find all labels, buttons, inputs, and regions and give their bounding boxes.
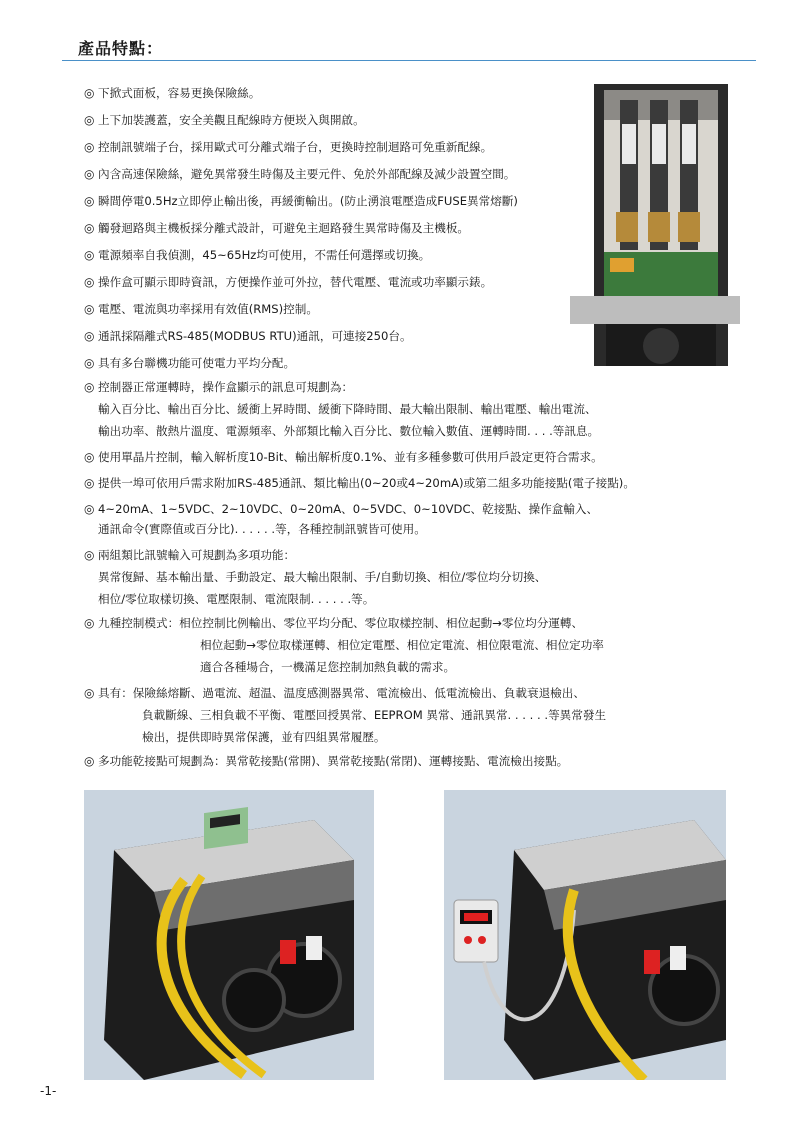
protect-text: 保險絲熔斷、過電流、超温、温度感測器異常、電流檢出、低電流檢出、負載衰退檢出、 <box>132 686 585 700</box>
analog-block-line: 相位/零位取樣切換、電壓限制、電流限制. . . . . .等。 <box>98 592 375 606</box>
bullet-mark: ◎ <box>84 686 95 700</box>
status-block-head <box>84 374 353 401</box>
protect-block-line: 檢出，提供即時異常保護，並有四組異常履歷。 <box>142 730 386 744</box>
feature-item <box>84 215 564 242</box>
bullet-mark: ◎ <box>84 140 95 154</box>
page-title: 產品特點： <box>78 39 164 58</box>
protect-block-head <box>84 680 585 707</box>
feature-text: 4~20mA、1~5VDC、2~10VDC、0~20mA、0~5VDC、0~10VDC、乾接點、操作盒輸入、 <box>98 502 599 516</box>
feature-text: 操作盒可顯示即時資訊，方便操作並可外拉，替代電壓、電流或功率顯示錶。 <box>98 275 493 289</box>
feature-item <box>84 134 564 161</box>
bullet-mark: ◎ <box>84 167 95 181</box>
feature-text: 下掀式面板，容易更換保險絲。 <box>98 86 261 100</box>
protect-label: 具有： <box>98 686 133 700</box>
bullet-mark: ◎ <box>84 221 95 235</box>
bullet-mark: ◎ <box>84 275 95 289</box>
bullet-mark: ◎ <box>84 380 95 394</box>
feature-item <box>84 161 564 188</box>
feature-item <box>84 188 564 215</box>
bullet-mark: ◎ <box>84 616 95 630</box>
feature-text: 內含高速保險絲，避免異常發生時傷及主要元件、免於外部配線及減少設置空間。 <box>98 167 516 181</box>
bullet-mark: ◎ <box>84 476 95 490</box>
bullet-mark: ◎ <box>84 194 95 208</box>
feature-text: 電源頻率自我偵測，45~65Hz均可使用，不需任何選擇或切換。 <box>98 248 431 262</box>
product-photo-left <box>84 790 374 1080</box>
bullet-mark: ◎ <box>84 450 95 464</box>
bullet-mark: ◎ <box>84 329 95 343</box>
bullet-mark: ◎ <box>84 86 95 100</box>
title-divider <box>62 60 756 61</box>
feature-text: 多功能乾接點可規劃為：異常乾接點(常開)、異常乾接點(常閉)、運轉接點、電流檢出接點。 <box>98 754 569 768</box>
page-number: -1- <box>40 1084 57 1098</box>
signal-block-line: 通訊命令(實際值或百分比). . . . . .等，各種控制訊號皆可使用。 <box>98 522 426 536</box>
feature-item <box>84 242 564 269</box>
product-photo-right <box>444 790 726 1080</box>
status-block-line: 輸出功率、散熱片溫度、電源頻率、外部類比輸入百分比、數位輸入數值、運轉時間. . . .等訊息。 <box>98 424 600 438</box>
analog-block-line: 異常復歸、基本輸出量、手動設定、最大輸出限制、手/自動切換、相位/零位均分切換、 <box>98 570 547 584</box>
feature-text: 兩組類比訊號輸入可規劃為多項功能： <box>98 548 296 562</box>
feature-item <box>84 470 635 497</box>
status-block-line: 輸入百分比、輸出百分比、緩衝上昇時間、緩衝下降時間、最大輸出限制、輸出電壓、輸出電流、 <box>98 402 597 416</box>
bullet-mark: ◎ <box>84 248 95 262</box>
modes-block-head <box>84 610 583 637</box>
feature-text: 提供一埠可依用戶需求附加RS-485通訊、類比輸出(0~20或4~20mA)或第二組多功能接點(電子接點)。 <box>98 476 635 490</box>
feature-item <box>84 269 564 296</box>
analog-block-head <box>84 542 295 569</box>
feature-text: 控制訊號端子台，採用歐式可分離式端子台，更換時控制迴路可免重新配線。 <box>98 140 493 154</box>
feature-text: 使用單晶片控制，輸入解析度10-Bit、輸出解析度0.1%、並有多種參數可供用戶設定更符合需求。 <box>98 450 603 464</box>
modes-label: 九種控制模式： <box>98 616 180 630</box>
feature-item <box>84 80 564 107</box>
protect-block-line: 負載斷線、三相負載不平衡、電壓回授異常、EEPROM 異常、通訊異常. . . . . .等異常發生 <box>142 708 607 722</box>
feature-item <box>84 323 564 350</box>
feature-text: 控制器正常運轉時，操作盒顯示的訊息可規劃為： <box>98 380 354 394</box>
bullet-mark: ◎ <box>84 548 95 562</box>
feature-item <box>84 107 564 134</box>
feature-item <box>84 350 564 377</box>
modes-block-line: 相位起動→零位取樣運轉、相位定電壓、相位定電流、相位限電流、相位定功率 <box>200 638 604 652</box>
feature-text: 通訊採隔離式RS-485(MODBUS RTU)通訊，可連接250台。 <box>98 329 412 343</box>
bullet-mark: ◎ <box>84 356 95 370</box>
feature-text: 觸發迴路與主機板採分離式設計，可避免主迴路發生異常時傷及主機板。 <box>98 221 470 235</box>
feature-text: 上下加裝護蓋，安全美觀且配線時方便崁入與開啟。 <box>98 113 365 127</box>
feature-text: 具有多台聯機功能可使電力平均分配。 <box>98 356 296 370</box>
feature-item <box>84 296 564 323</box>
modes-text: 相位控制比例輸出、零位平均分配、零位取樣控制、相位起動→零位均分運轉、 <box>179 616 584 630</box>
feature-text: 瞬間停電0.5Hz立即停止輸出後，再緩衝輸出。(防止湧浪電壓造成FUSE異常熔斷) <box>98 194 518 208</box>
feature-text: 電壓、電流與功率採用有效值(RMS)控制。 <box>98 302 318 316</box>
feature-item <box>84 444 603 471</box>
bullet-mark: ◎ <box>84 754 95 768</box>
modes-block-line: 適合各種場合，一機滿足您控制加熱負載的需求。 <box>200 660 456 674</box>
bullet-mark: ◎ <box>84 113 95 127</box>
feature-item <box>84 748 568 775</box>
product-photo-internal <box>570 84 748 366</box>
bullet-mark: ◎ <box>84 502 95 516</box>
bullet-mark: ◎ <box>84 302 95 316</box>
